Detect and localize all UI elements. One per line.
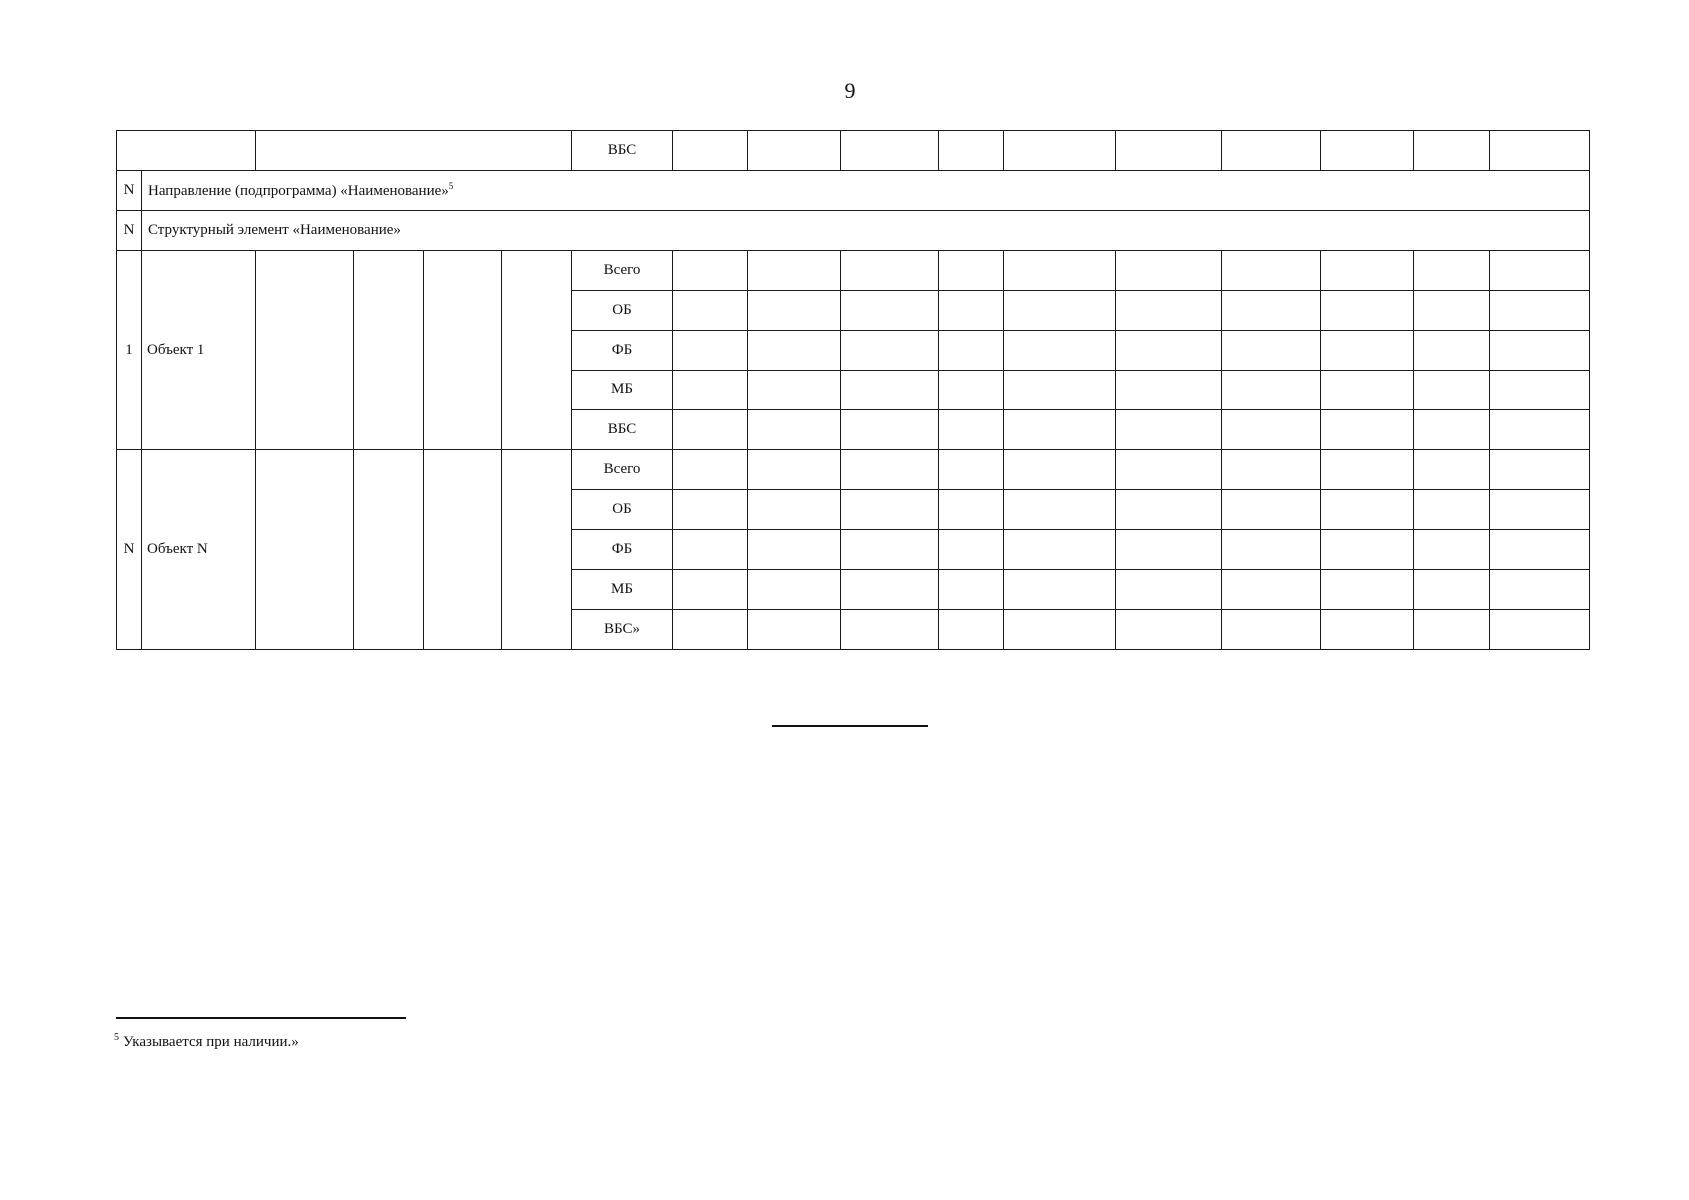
blank-cell: [1490, 530, 1590, 570]
blank-cell: [1116, 330, 1222, 370]
blank-cell: [1414, 131, 1490, 171]
blank-cell: [1490, 131, 1590, 171]
footnote-divider: [116, 1017, 406, 1019]
source-cell: МБ: [572, 370, 673, 410]
blank-cell: [841, 450, 939, 490]
blank-cell: [1414, 450, 1490, 490]
blank-cell: [939, 250, 1004, 290]
object-row: [117, 250, 1590, 290]
blank-cell: [841, 530, 939, 570]
budget-table: [116, 130, 1590, 650]
blank-cell: [1116, 370, 1222, 410]
blank-cell: [1222, 250, 1321, 290]
direction-label-cell: [142, 170, 1590, 210]
blank-cell: [748, 490, 841, 530]
blank-cell: [1004, 490, 1116, 530]
blank-cell: [1321, 450, 1414, 490]
blank-cell: [1004, 330, 1116, 370]
blank-cell: [939, 490, 1004, 530]
blank-cell: [748, 610, 841, 650]
page-number: 9: [844, 78, 856, 103]
blank-cell: [1321, 530, 1414, 570]
blank-cell: [1222, 131, 1321, 171]
source-cell: Всего: [572, 250, 673, 290]
blank-cell: [673, 570, 748, 610]
blank-cell: [939, 131, 1004, 171]
blank-cell: [841, 330, 939, 370]
blank-cell: [256, 250, 354, 450]
blank-cell: [841, 410, 939, 450]
blank-cell: [1321, 490, 1414, 530]
blank-cell: [1004, 570, 1116, 610]
source-cell: ФБ: [572, 530, 673, 570]
blank-cell: [1414, 490, 1490, 530]
blank-cell: [1116, 131, 1222, 171]
blank-cell: [748, 370, 841, 410]
blank-cell: [841, 610, 939, 650]
blank-cell: [939, 330, 1004, 370]
blank-cell: [841, 131, 939, 171]
blank-cell: [673, 530, 748, 570]
blank-cell: [1222, 330, 1321, 370]
blank-cell: [1414, 570, 1490, 610]
blank-cell: [673, 610, 748, 650]
blank-cell: [1004, 450, 1116, 490]
blank-cell: [1414, 370, 1490, 410]
blank-cell: [1004, 250, 1116, 290]
blank-cell: [748, 250, 841, 290]
blank-cell: [841, 290, 939, 330]
blank-cell: [1004, 530, 1116, 570]
blank-cell: [673, 250, 748, 290]
direction-num: N: [117, 170, 142, 210]
blank-cell: [1490, 250, 1590, 290]
blank-cell: [939, 610, 1004, 650]
blank-cell: [1116, 290, 1222, 330]
object-num: N: [117, 450, 142, 650]
blank-cell: [939, 530, 1004, 570]
blank-cell: [1222, 570, 1321, 610]
source-cell: МБ: [572, 570, 673, 610]
blank-cell: [1222, 410, 1321, 450]
object-row: [117, 450, 1590, 490]
direction-row: [117, 170, 1590, 210]
blank-cell: [1490, 370, 1590, 410]
blank-cell: [673, 330, 748, 370]
source-cell: ОБ: [572, 290, 673, 330]
blank-cell: [1321, 250, 1414, 290]
blank-cell: [1414, 250, 1490, 290]
blank-cell: [1321, 370, 1414, 410]
blank-cell: [1321, 610, 1414, 650]
blank-cell: [1116, 610, 1222, 650]
footnote-marker: 5: [114, 1032, 119, 1043]
blank-cell: [1116, 570, 1222, 610]
blank-cell: [841, 490, 939, 530]
blank-cell: [1004, 610, 1116, 650]
blank-cell: [502, 450, 572, 650]
footnote-ref: 5: [448, 180, 454, 191]
blank-cell: [841, 370, 939, 410]
object-name: Объект N: [142, 450, 256, 650]
source-cell: ВБС: [572, 131, 673, 171]
blank-cell: [1004, 410, 1116, 450]
blank-cell: [673, 490, 748, 530]
blank-cell: [673, 131, 748, 171]
blank-cell: [1490, 490, 1590, 530]
blank-cell: [424, 250, 502, 450]
blank-cell: [939, 370, 1004, 410]
blank-cell: [1490, 570, 1590, 610]
blank-cell: [841, 250, 939, 290]
blank-cell: [1414, 530, 1490, 570]
footnote: [114, 1032, 299, 1051]
blank-cell: [1490, 290, 1590, 330]
element-num: N: [117, 210, 142, 250]
source-cell: ВБС: [572, 410, 673, 450]
blank-cell: [1004, 131, 1116, 171]
blank-cell: [939, 570, 1004, 610]
blank-cell: [748, 410, 841, 450]
blank-cell: [1116, 530, 1222, 570]
blank-cell: [424, 450, 502, 650]
blank-cell: [1321, 290, 1414, 330]
blank-cell: [1321, 330, 1414, 370]
blank-cell: [673, 450, 748, 490]
blank-cell: [1321, 570, 1414, 610]
blank-cell: [748, 290, 841, 330]
blank-cell: [1490, 330, 1590, 370]
blank-cell: [1222, 290, 1321, 330]
blank-cell: [1414, 290, 1490, 330]
blank-cell: [1414, 330, 1490, 370]
blank-cell: [256, 131, 572, 171]
blank-cell: [939, 290, 1004, 330]
blank-cell: [748, 131, 841, 171]
blank-cell: [1116, 410, 1222, 450]
blank-cell: [1004, 370, 1116, 410]
section-divider: [772, 725, 928, 727]
blank-cell: [1116, 490, 1222, 530]
footnote-text: Указывается при наличии.»: [123, 1034, 299, 1050]
blank-cell: [1004, 290, 1116, 330]
blank-cell: [1490, 410, 1590, 450]
object-name: Объект 1: [142, 250, 256, 450]
blank-cell: [1222, 370, 1321, 410]
blank-cell: [1222, 610, 1321, 650]
blank-cell: [502, 250, 572, 450]
blank-cell: [748, 330, 841, 370]
blank-cell: [1490, 610, 1590, 650]
blank-cell: [117, 131, 256, 171]
blank-cell: [673, 410, 748, 450]
source-cell: ВБС»: [572, 610, 673, 650]
blank-cell: [1116, 450, 1222, 490]
blank-cell: [1321, 131, 1414, 171]
blank-cell: [748, 530, 841, 570]
direction-label: Направление (подпрограмма) «Наименование»: [148, 182, 449, 199]
blank-cell: [939, 450, 1004, 490]
blank-cell: [673, 370, 748, 410]
blank-cell: [354, 450, 424, 650]
source-cell: Всего: [572, 450, 673, 490]
blank-cell: [841, 570, 939, 610]
blank-cell: [1414, 610, 1490, 650]
object-num: 1: [117, 250, 142, 450]
blank-cell: [256, 450, 354, 650]
blank-cell: [1116, 250, 1222, 290]
blank-cell: [748, 570, 841, 610]
source-cell: ФБ: [572, 330, 673, 370]
blank-cell: [1222, 530, 1321, 570]
blank-cell: [748, 450, 841, 490]
blank-cell: [673, 290, 748, 330]
blank-cell: [1222, 490, 1321, 530]
element-label: Структурный элемент «Наименование»: [142, 210, 1590, 250]
continuation-row: [117, 131, 1590, 171]
source-cell: ОБ: [572, 490, 673, 530]
blank-cell: [1222, 450, 1321, 490]
blank-cell: [939, 410, 1004, 450]
blank-cell: [354, 250, 424, 450]
blank-cell: [1414, 410, 1490, 450]
blank-cell: [1490, 450, 1590, 490]
element-row: [117, 210, 1590, 250]
blank-cell: [1321, 410, 1414, 450]
